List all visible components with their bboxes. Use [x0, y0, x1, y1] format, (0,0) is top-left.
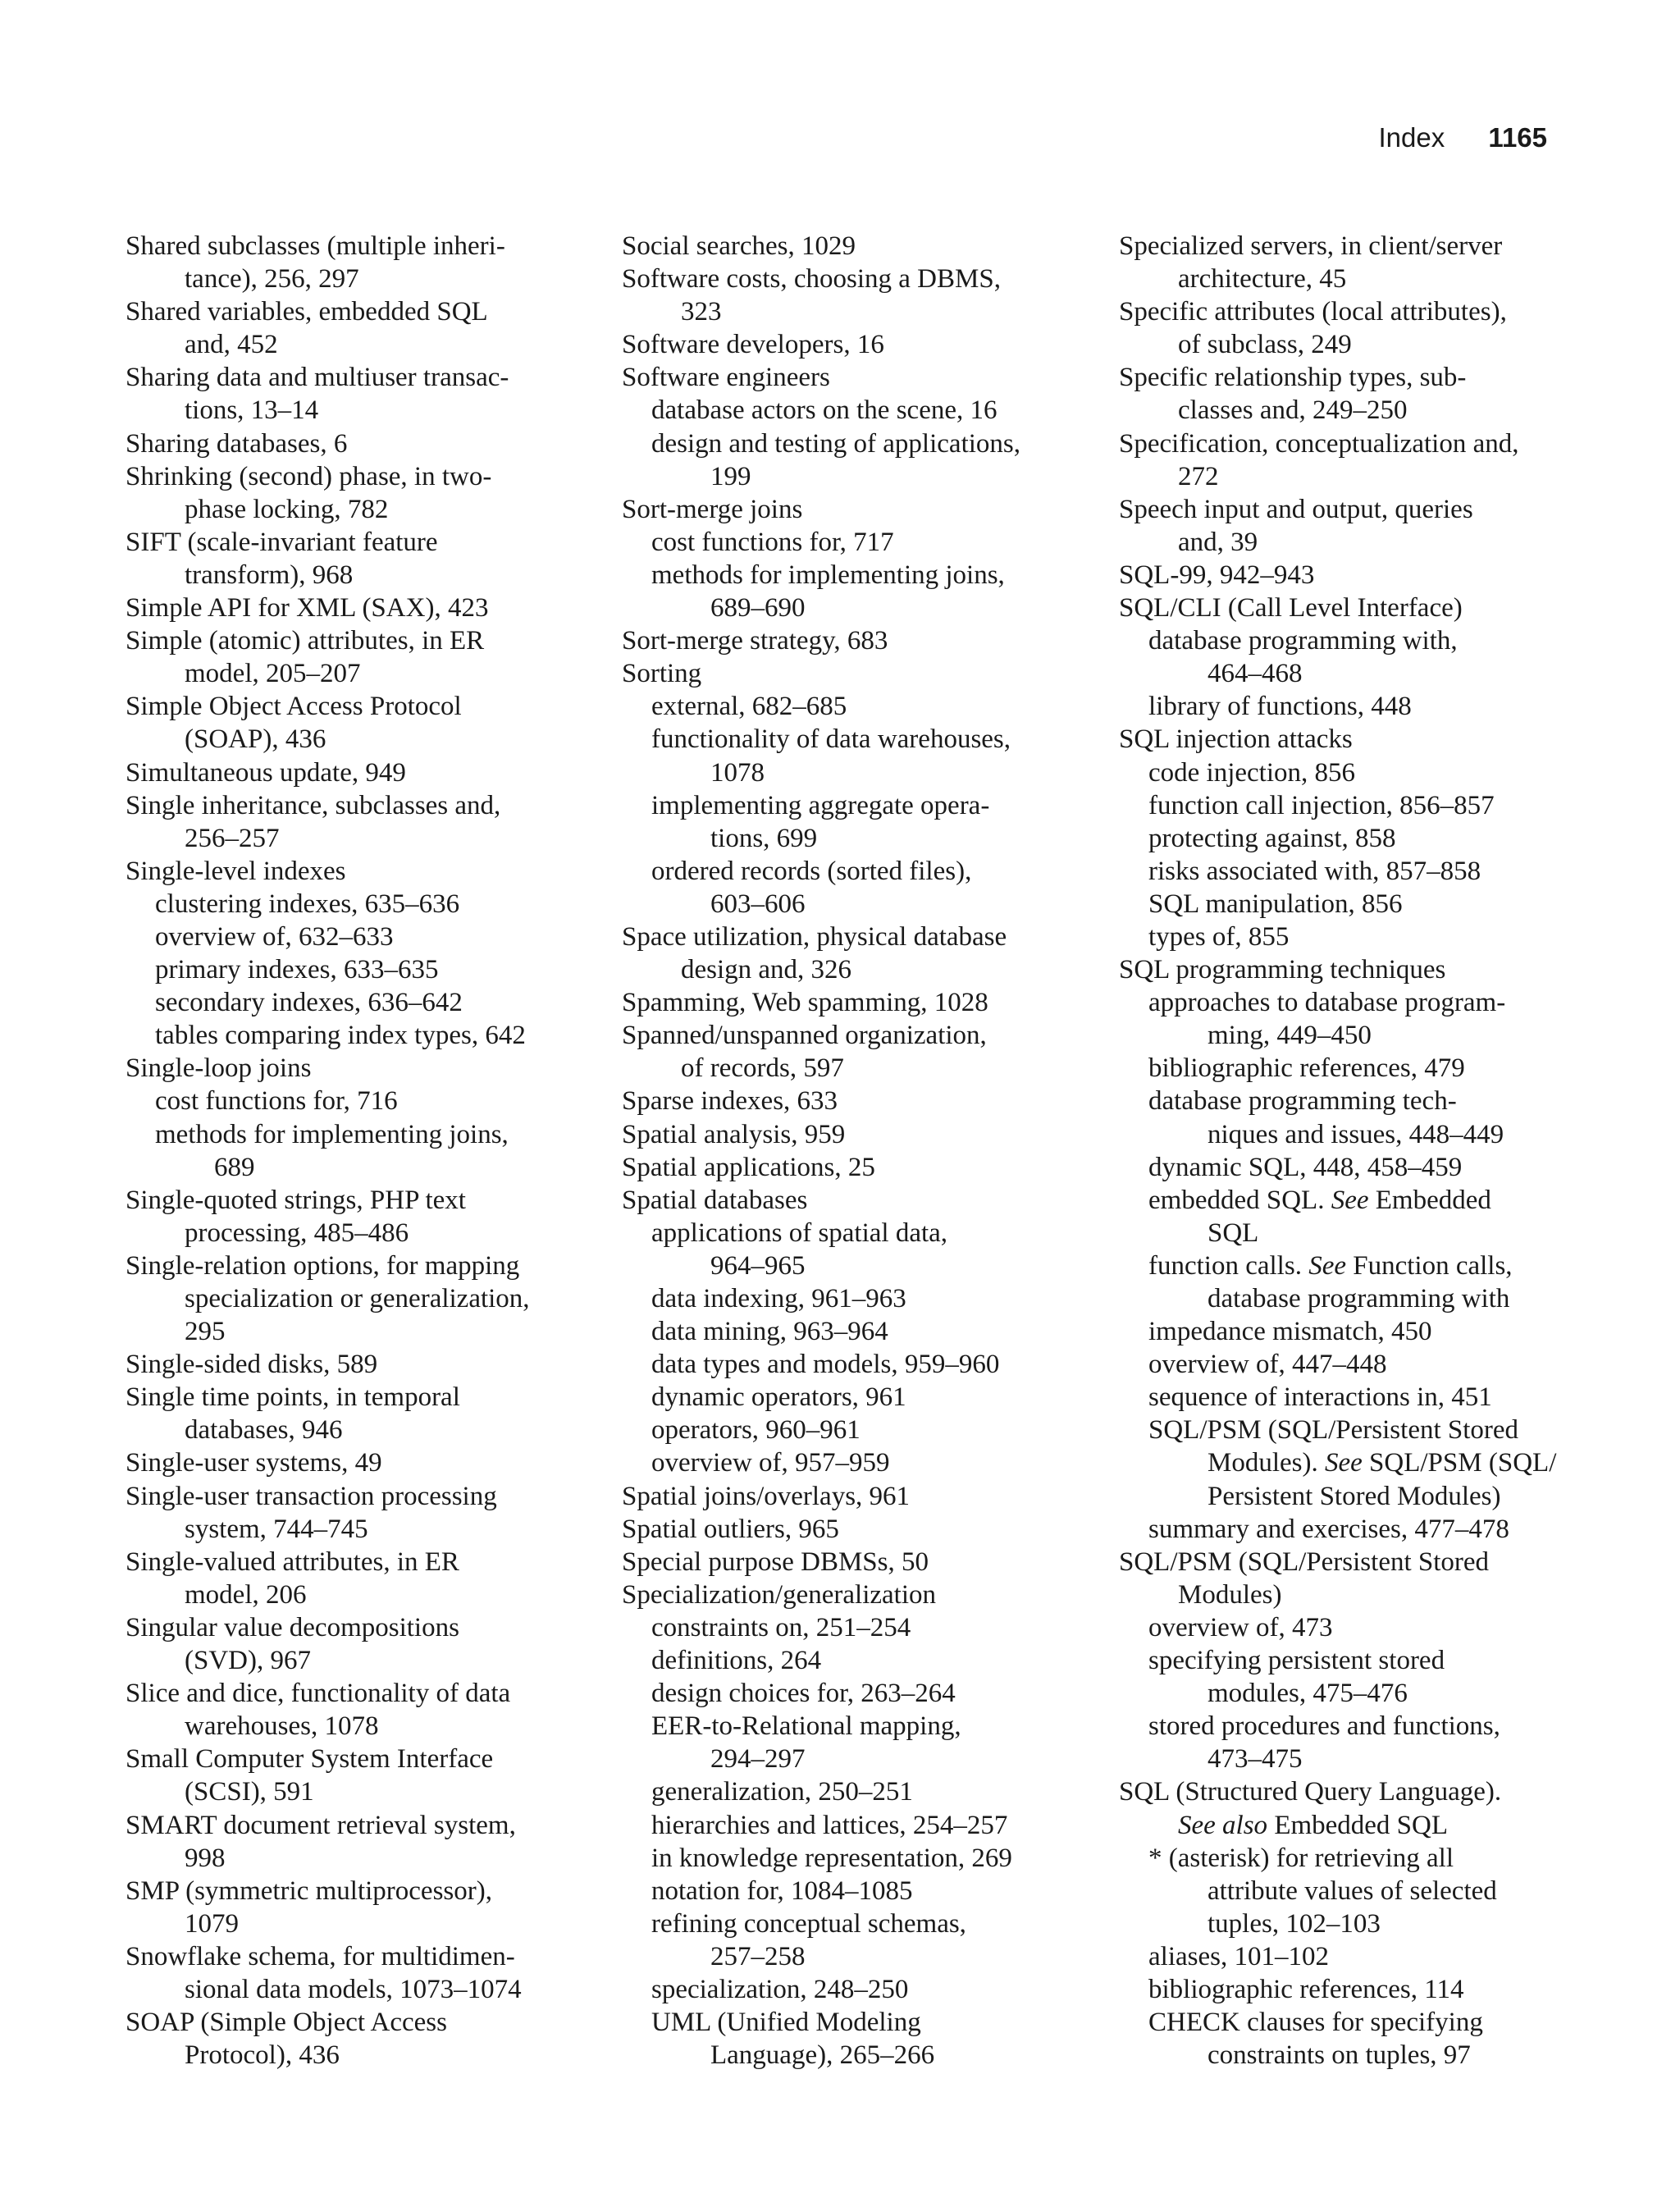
index-subentry: methods for implementing joins, 689–690	[651, 560, 1005, 624]
index-entry: Singular value decompositions (SVD), 967	[126, 1612, 459, 1676]
index-column-left	[126, 230, 560, 2072]
index-subentry: data indexing, 961–963	[651, 1284, 906, 1313]
index-entry: Sparse indexes, 633	[622, 1086, 838, 1117]
index-subentry: methods for implementing joins, 689	[155, 1119, 509, 1182]
index-subentry: in knowledge representation, 269	[651, 1843, 1012, 1873]
index-subentry: types of, 855	[1148, 921, 1290, 952]
index-subentry: impedance mismatch, 450	[1148, 1317, 1432, 1347]
index-subentry: cost functions for, 716	[155, 1086, 398, 1117]
index-entry: SQL (Structured Query Language). See also Embedded SQL	[1119, 1777, 1502, 1840]
index-entry: Single-relation options, for mapping specialization or generalization, 295	[126, 1250, 530, 1347]
index-entry: Shrinking (second) phase, in two- phase locking, 782	[126, 461, 492, 524]
index-subentry: SQL/PSM (SQL/Persistent Stored Modules). See SQL/PSM (SQL/ Persistent Stored Modules)	[1148, 1415, 1557, 1511]
index-entry: Special purpose DBMSs, 50	[622, 1546, 929, 1577]
index-subentry: database actors on the scene, 16	[651, 395, 998, 426]
index-entry: Simple (atomic) attributes, in ER model, 205–207	[126, 626, 485, 689]
index-subentry: data types and models, 959–960	[651, 1350, 1000, 1380]
index-subentry: dynamic operators, 961	[651, 1382, 906, 1413]
index-entry: SQL/PSM (SQL/Persistent Stored Modules)	[1119, 1546, 1490, 1610]
index-subentry: ordered records (sorted files), 603–606	[651, 856, 972, 919]
index-subentry: bibliographic references, 114	[1148, 1974, 1464, 2004]
index-subentry: CHECK clauses for specifying constraints on tuples, 97	[1148, 2008, 1483, 2071]
index-column-middle	[622, 230, 1065, 2072]
index-subentry: stored procedures and functions, 473–475	[1148, 1711, 1500, 1775]
index-entry: Software engineers	[622, 363, 830, 393]
index-subentry: SQL manipulation, 856	[1148, 889, 1403, 919]
index-entry: Single-user systems, 49	[126, 1448, 382, 1478]
index-entry: Sharing data and multiuser transac- tions, 13–14	[126, 363, 509, 426]
index-subentry: EER-to-Relational mapping, 294–297	[651, 1711, 961, 1775]
index-entry: Single-sided disks, 589	[126, 1350, 378, 1380]
index-subentry: function calls. See Function calls, database programming with	[1148, 1250, 1513, 1313]
index-subentry: database programming tech- niques and issues, 448–449	[1148, 1086, 1504, 1149]
index-entry: Shared subclasses (multiple inheri- tance), 256, 297	[126, 231, 505, 295]
index-subentry: overview of, 957–959	[651, 1448, 890, 1478]
index-subentry: * (asterisk) for retrieving all attribute values of selected tuples, 102–103	[1148, 1843, 1497, 1939]
index-entry: Single inheritance, subclasses and, 256–257	[126, 790, 501, 853]
index-entry: SQL programming techniques	[1119, 955, 1446, 985]
index-subentry: database programming with, 464–468	[1148, 626, 1458, 689]
index-subentry: external, 682–685	[651, 692, 847, 722]
index-subentry: protecting against, 858	[1148, 823, 1396, 853]
index-entry: Space utilization, physical database design and, 326	[622, 921, 1007, 985]
index-subentry: dynamic SQL, 448, 458–459	[1148, 1152, 1463, 1182]
index-entry: Sort-merge joins	[622, 494, 803, 524]
index-subentry: summary and exercises, 477–478	[1148, 1514, 1509, 1544]
index-entry: Simple API for XML (SAX), 423	[126, 593, 489, 624]
index-subentry: clustering indexes, 635–636	[155, 889, 460, 919]
index-subentry: sequence of interactions in, 451	[1148, 1382, 1492, 1413]
index-entry: Specification, conceptualization and, 272	[1119, 428, 1519, 491]
index-entry: SQL-99, 942–943	[1119, 560, 1315, 590]
page-number: 1165	[1488, 122, 1547, 153]
index-entry: SIFT (scale-invariant feature transform), 968	[126, 527, 438, 590]
index-entry: Specialized servers, in client/server architecture, 45	[1119, 231, 1503, 295]
index-subentry: functionality of data warehouses, 1078	[651, 724, 1011, 788]
index-entry: Software developers, 16	[622, 330, 884, 360]
index-entry: Software costs, choosing a DBMS, 323	[622, 264, 1001, 327]
index-subentry: function call injection, 856–857	[1148, 790, 1495, 820]
index-subentry: operators, 960–961	[651, 1415, 861, 1446]
index-subentry: implementing aggregate opera- tions, 699	[651, 790, 990, 853]
index-entry: SMP (symmetric multiprocessor), 1079	[126, 1875, 492, 1939]
index-subentry: overview of, 447–448	[1148, 1350, 1387, 1380]
index-entry: Shared variables, embedded SQL and, 452	[126, 297, 488, 360]
index-entry: Single-quoted strings, PHP text processing, 485–486	[126, 1185, 466, 1248]
index-entry: Single-user transaction processing system, 744–745	[126, 1481, 497, 1544]
index-entry: Sort-merge strategy, 683	[622, 626, 888, 656]
index-subentry: code injection, 856	[1148, 757, 1356, 788]
index-entry: Spatial analysis, 959	[622, 1119, 846, 1149]
index-subentry: data mining, 963–964	[651, 1317, 888, 1347]
index-entry: Specific relationship types, sub- classes and, 249–250	[1119, 363, 1467, 426]
index-entry: Single-valued attributes, in ER model, 206	[126, 1546, 459, 1610]
index-entry: Speech input and output, queries and, 39	[1119, 494, 1473, 557]
index-subentry: primary indexes, 633–635	[155, 955, 439, 985]
running-head	[1379, 121, 1548, 154]
index-entry: Specific attributes (local attributes), of subclass, 249	[1119, 297, 1507, 360]
index-subentry: design choices for, 263–264	[651, 1679, 956, 1709]
index-subentry: risks associated with, 857–858	[1148, 856, 1481, 886]
index-entry: Spatial outliers, 965	[622, 1514, 839, 1544]
index-subentry: cost functions for, 717	[651, 527, 894, 557]
index-column-right	[1119, 230, 1562, 2072]
index-subentry: specialization, 248–250	[651, 1974, 909, 2004]
index-subentry: definitions, 264	[651, 1646, 822, 1676]
index-subentry: refining conceptual schemas, 257–258	[651, 1908, 966, 1971]
index-entry: SQL injection attacks	[1119, 724, 1353, 755]
index-entry: Single-level indexes	[126, 856, 346, 886]
index-subentry: embedded SQL. See Embedded SQL	[1148, 1185, 1491, 1248]
index-subentry: approaches to database program- ming, 449–450	[1148, 988, 1506, 1051]
index-subentry: specifying persistent stored modules, 475–476	[1148, 1646, 1445, 1709]
index-entry: Sharing databases, 6	[126, 428, 348, 459]
index-subentry: constraints on, 251–254	[651, 1612, 911, 1642]
index-entry: SMART document retrieval system, 998	[126, 1810, 516, 1873]
index-subentry: overview of, 473	[1148, 1612, 1333, 1642]
index-subentry: tables comparing index types, 642	[155, 1021, 526, 1051]
index-subentry: notation for, 1084–1085	[651, 1875, 913, 1906]
index-entry: Single time points, in temporal databases, 946	[126, 1382, 460, 1446]
running-head-title: Index	[1378, 122, 1445, 153]
index-entry: Social searches, 1029	[622, 231, 856, 261]
index-entry: Spatial joins/overlays, 961	[622, 1481, 911, 1511]
index-entry: Simple Object Access Protocol (SOAP), 436	[126, 692, 462, 755]
index-subentry: applications of spatial data, 964–965	[651, 1217, 948, 1281]
index-entry: Small Computer System Interface (SCSI), 591	[126, 1744, 494, 1807]
index-entry: SOAP (Simple Object Access Protocol), 436	[126, 2008, 447, 2071]
index-entry: Snowflake schema, for multidimen- sional data models, 1073–1074	[126, 1941, 522, 2004]
index-subentry: overview of, 632–633	[155, 921, 394, 952]
index-subentry: library of functions, 448	[1148, 692, 1412, 722]
index-subentry: design and testing of applications, 199	[651, 428, 1020, 491]
index-entry: Specialization/generalization	[622, 1579, 936, 1610]
index-subentry: UML (Unified Modeling Language), 265–266	[651, 2008, 935, 2071]
index-entry: Spamming, Web spamming, 1028	[622, 988, 988, 1018]
index-entry: Single-loop joins	[126, 1053, 312, 1084]
index-subentry: secondary indexes, 636–642	[155, 988, 463, 1018]
index-subentry: generalization, 250–251	[651, 1777, 913, 1807]
index-entry: Sorting	[622, 659, 702, 689]
index-subentry: aliases, 101–102	[1148, 1941, 1329, 1971]
index-entry: Slice and dice, functionality of data warehouses, 1078	[126, 1679, 511, 1742]
index-subentry: bibliographic references, 479	[1148, 1053, 1465, 1084]
index-entry: Spanned/unspanned organization, of records, 597	[622, 1021, 987, 1084]
index-subentry: hierarchies and lattices, 254–257	[651, 1810, 1008, 1840]
index-entry: Spatial applications, 25	[622, 1152, 875, 1182]
index-entry: Spatial databases	[622, 1185, 808, 1215]
index-entry: Simultaneous update, 949	[126, 757, 406, 788]
index-entry: SQL/CLI (Call Level Interface)	[1119, 593, 1463, 624]
